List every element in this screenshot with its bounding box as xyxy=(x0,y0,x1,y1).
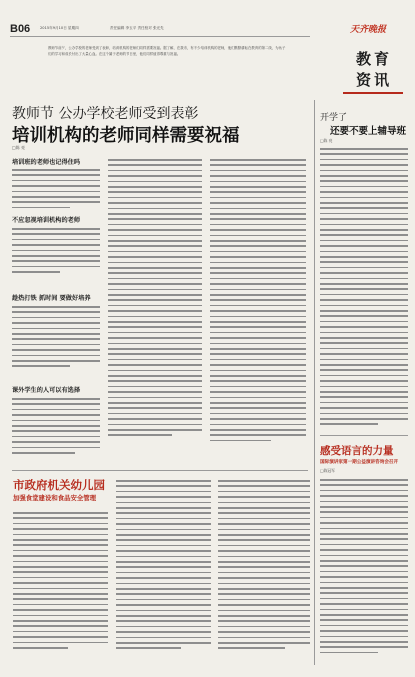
editor-line: 责任编辑 李玉平 责任校对 张光先 xyxy=(110,26,164,30)
right-bottom-text xyxy=(320,477,408,667)
brand-underline xyxy=(343,92,403,94)
main-col3-text xyxy=(210,157,306,457)
intro-text: 教师节前夕，公办学校的老师受到了表彰，培训机构的老师们同样需要祝福。据了解，在我市，有不少培训机构的老师，他们默默耕耘在教育的第二线，为孩子们的学习和成长付出了大量心血。在这个属于老师的节日里，他们同样值得尊重与祝福。 xyxy=(48,46,286,56)
bottom-left-headline-line2: 加强食堂建设和食品安全管理 xyxy=(13,494,97,502)
date-line: 2015年9月10日 星期四 xyxy=(40,26,79,30)
main-bottom-rule xyxy=(12,470,308,471)
main-headline: 培训机构的老师同样需要祝福 xyxy=(12,126,240,146)
main-kicker: 教师节 公办学校老师受到表彰 xyxy=(12,106,199,122)
main-subhead-4: 课外学生的人可以有选择 xyxy=(12,387,81,394)
page-number: B06 xyxy=(10,23,31,35)
bottom-left-col2 xyxy=(116,478,211,658)
main-col1-block3 xyxy=(12,304,100,382)
section-title-line1: 教育 xyxy=(355,50,392,68)
right-bottom-headline: 感受语言的力量 xyxy=(320,445,394,457)
right-top-headline: 还要不要上辅导班 xyxy=(330,126,407,137)
header-rule xyxy=(10,36,310,37)
main-byline: □陈 亮 xyxy=(12,145,26,150)
section-title xyxy=(345,48,403,90)
right-top-byline: □陈 亮 xyxy=(320,138,333,143)
bottom-left-col3 xyxy=(218,478,310,658)
column-divider xyxy=(314,100,315,665)
main-col1-block1 xyxy=(12,167,100,221)
main-col2-text xyxy=(108,157,202,457)
main-subhead-2: 不应忽视培训机构的老师 xyxy=(12,217,81,224)
main-col1-block4 xyxy=(12,396,100,466)
main-subhead-1: 培训班的老师也记得住吗 xyxy=(12,159,81,166)
brand-logo: 天齐晚报 xyxy=(350,25,387,35)
main-subhead-3: 趁热打铁 抓时间 要做好培养 xyxy=(12,295,91,302)
right-bottom-byline: □陈冠军 xyxy=(320,468,335,473)
right-top-text xyxy=(320,146,408,436)
section-title-line2: 资讯 xyxy=(355,71,392,89)
right-bottom-subheadline: 国际演讲家第一期公益演讲咨询会召开 xyxy=(320,460,399,465)
main-col1-block2 xyxy=(12,226,100,286)
right-mid-rule xyxy=(320,435,408,436)
bottom-left-headline xyxy=(13,478,113,504)
bottom-left-col1 xyxy=(13,510,108,660)
right-top-kicker: 开学了 xyxy=(320,113,348,123)
bottom-left-headline-line1: 市政府机关幼儿园 xyxy=(13,478,105,492)
